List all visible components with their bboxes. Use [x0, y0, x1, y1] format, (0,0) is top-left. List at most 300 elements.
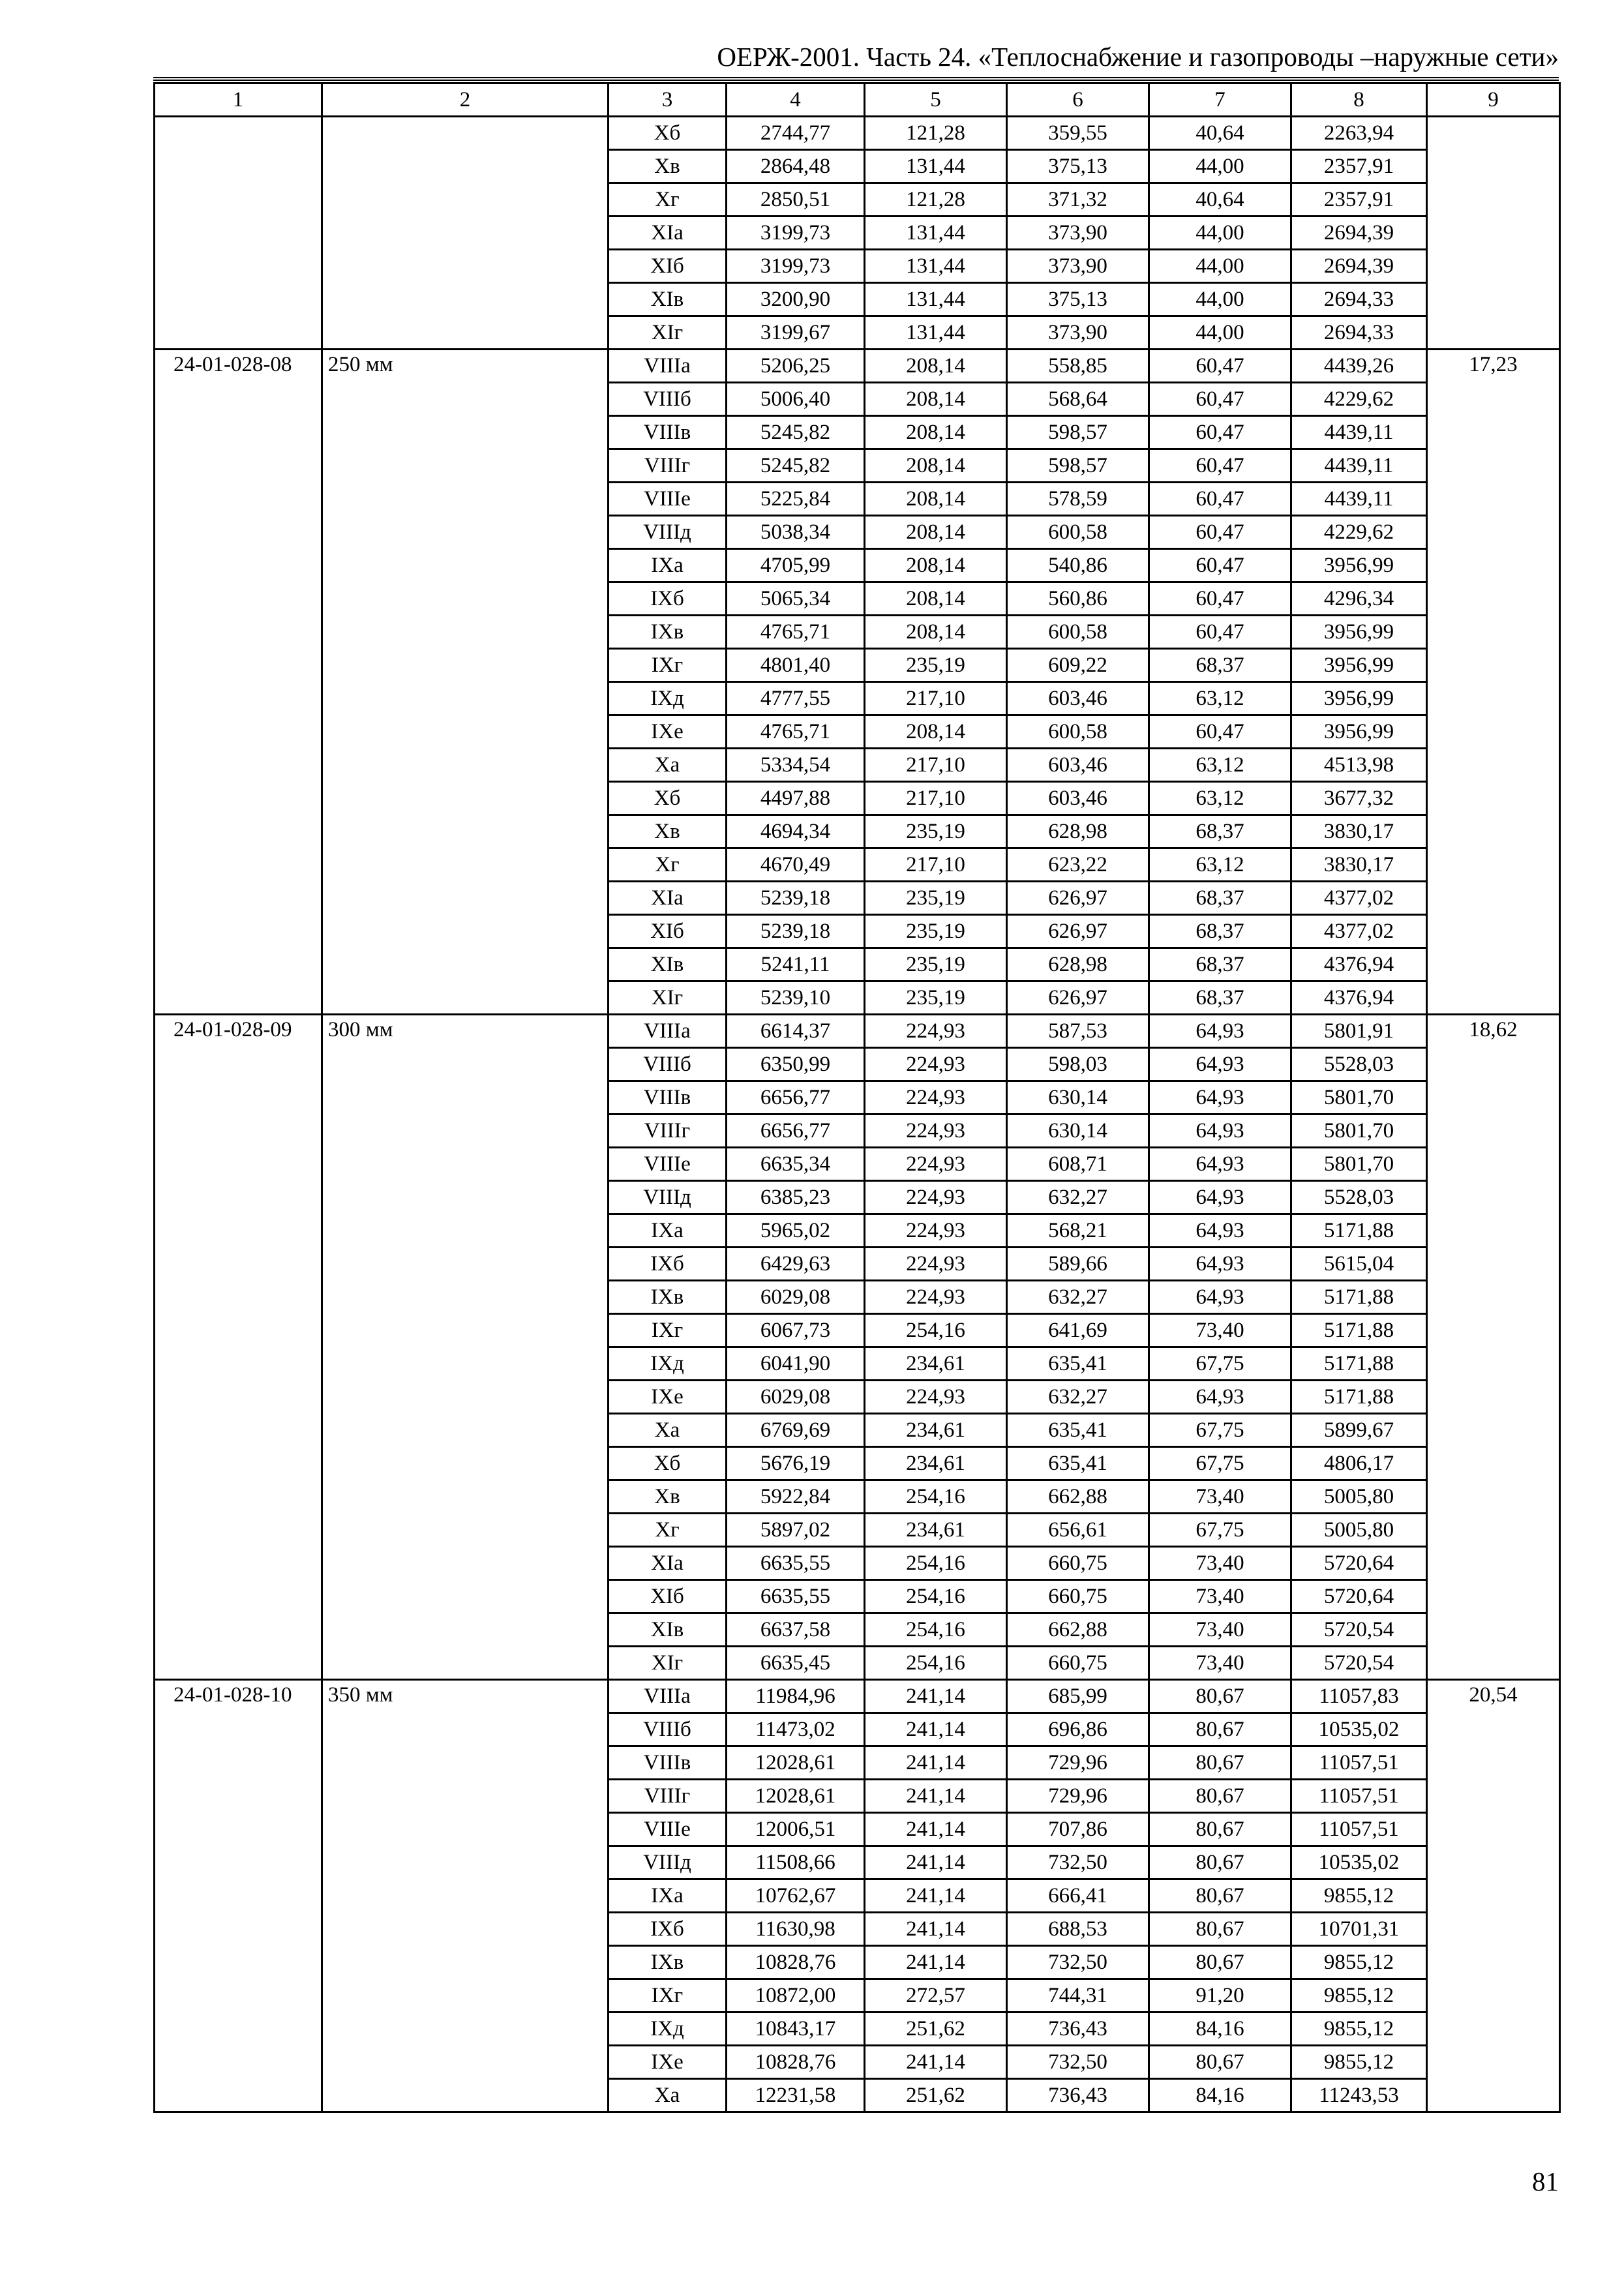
- materials-cell: 3677,32: [1291, 782, 1427, 815]
- materials-cell: 5171,88: [1291, 1281, 1427, 1314]
- total-cost-cell: 4765,71: [727, 616, 865, 649]
- wages-cell: 217,10: [865, 782, 1007, 815]
- wages-cell: 254,16: [865, 1547, 1007, 1580]
- wages-cell: 217,10: [865, 848, 1007, 882]
- zone-cell: IXд: [609, 682, 727, 715]
- machines-cell: 373,90: [1007, 217, 1149, 250]
- total-cost-cell: 10828,76: [727, 2046, 865, 2079]
- zone-cell: XIв: [609, 1613, 727, 1647]
- zone-cell: XIа: [609, 882, 727, 915]
- machinist-wages-cell: 63,12: [1149, 782, 1291, 815]
- materials-cell: 4806,17: [1291, 1447, 1427, 1480]
- total-cost-cell: 12028,61: [727, 1746, 865, 1780]
- machinist-wages-cell: 67,75: [1149, 1447, 1291, 1480]
- zone-cell: XIв: [609, 948, 727, 981]
- materials-cell: 4376,94: [1291, 981, 1427, 1015]
- materials-cell: 5528,03: [1291, 1048, 1427, 1081]
- wages-cell: 208,14: [865, 416, 1007, 449]
- total-cost-cell: 6041,90: [727, 1347, 865, 1381]
- wages-cell: 208,14: [865, 449, 1007, 483]
- machines-cell: 600,58: [1007, 516, 1149, 549]
- total-cost-cell: 5239,18: [727, 882, 865, 915]
- wages-cell: 131,44: [865, 217, 1007, 250]
- wages-cell: 235,19: [865, 815, 1007, 848]
- materials-cell: 4439,11: [1291, 449, 1427, 483]
- wages-cell: 251,62: [865, 2012, 1007, 2046]
- machines-cell: 660,75: [1007, 1547, 1149, 1580]
- machinist-wages-cell: 80,67: [1149, 1946, 1291, 1979]
- machinist-wages-cell: 60,47: [1149, 516, 1291, 549]
- zone-cell: XIг: [609, 981, 727, 1015]
- wages-cell: 254,16: [865, 1647, 1007, 1680]
- materials-cell: 5171,88: [1291, 1214, 1427, 1248]
- total-cost-cell: 2864,48: [727, 150, 865, 183]
- machines-cell: 589,66: [1007, 1248, 1149, 1281]
- column-header: 6: [1007, 83, 1149, 117]
- materials-cell: 5528,03: [1291, 1181, 1427, 1214]
- total-cost-cell: 6635,34: [727, 1148, 865, 1181]
- machinist-wages-cell: 40,64: [1149, 117, 1291, 150]
- wages-cell: 254,16: [865, 1314, 1007, 1347]
- zone-cell: Xв: [609, 1480, 727, 1514]
- zone-cell: VIIIг: [609, 1115, 727, 1148]
- zone-cell: VIIIб: [609, 1713, 727, 1746]
- wages-cell: 217,10: [865, 749, 1007, 782]
- machinist-wages-cell: 73,40: [1149, 1613, 1291, 1647]
- machines-cell: 662,88: [1007, 1613, 1149, 1647]
- pipe-diameter-cell: 250 мм: [322, 350, 609, 1015]
- table-row: [155, 1015, 1560, 1048]
- total-cost-cell: 4694,34: [727, 815, 865, 848]
- machinist-wages-cell: 63,12: [1149, 749, 1291, 782]
- materials-cell: 2357,91: [1291, 183, 1427, 217]
- materials-cell: 4376,94: [1291, 948, 1427, 981]
- rates-table: [153, 82, 1561, 2113]
- wages-cell: 217,10: [865, 682, 1007, 715]
- machinist-wages-cell: 60,47: [1149, 616, 1291, 649]
- zone-cell: IXд: [609, 2012, 727, 2046]
- machinist-wages-cell: 64,93: [1149, 1248, 1291, 1281]
- materials-cell: 3956,99: [1291, 682, 1427, 715]
- zone-cell: Xг: [609, 1514, 727, 1547]
- wages-cell: 241,14: [865, 1913, 1007, 1946]
- machines-cell: 540,86: [1007, 549, 1149, 582]
- machinist-wages-cell: 44,00: [1149, 283, 1291, 316]
- wages-cell: 234,61: [865, 1514, 1007, 1547]
- zone-cell: XIа: [609, 217, 727, 250]
- table-row: [155, 117, 1560, 150]
- materials-cell: 10701,31: [1291, 1913, 1427, 1946]
- machines-cell: 688,53: [1007, 1913, 1149, 1946]
- total-cost-cell: 6429,63: [727, 1248, 865, 1281]
- machinist-wages-cell: 67,75: [1149, 1347, 1291, 1381]
- machinist-wages-cell: 73,40: [1149, 1580, 1291, 1613]
- total-cost-cell: 5065,34: [727, 582, 865, 616]
- zone-cell: VIIIд: [609, 1846, 727, 1879]
- machinist-wages-cell: 68,37: [1149, 649, 1291, 682]
- total-cost-cell: 6635,55: [727, 1547, 865, 1580]
- materials-cell: 5005,80: [1291, 1514, 1427, 1547]
- zone-cell: IXа: [609, 549, 727, 582]
- wages-cell: 208,14: [865, 383, 1007, 416]
- wages-cell: 224,93: [865, 1048, 1007, 1081]
- materials-cell: 4296,34: [1291, 582, 1427, 616]
- zone-cell: IXб: [609, 582, 727, 616]
- zone-cell: XIб: [609, 250, 727, 283]
- total-cost-cell: 3199,73: [727, 217, 865, 250]
- total-cost-cell: 6635,45: [727, 1647, 865, 1680]
- machinist-wages-cell: 60,47: [1149, 416, 1291, 449]
- machinist-wages-cell: 67,75: [1149, 1514, 1291, 1547]
- machinist-wages-cell: 68,37: [1149, 915, 1291, 948]
- total-cost-cell: 3200,90: [727, 283, 865, 316]
- wages-cell: 234,61: [865, 1447, 1007, 1480]
- labor-cost-cell: [1427, 117, 1560, 350]
- wages-cell: 234,61: [865, 1347, 1007, 1381]
- machines-cell: 660,75: [1007, 1580, 1149, 1613]
- total-cost-cell: 5922,84: [727, 1480, 865, 1514]
- wages-cell: 235,19: [865, 649, 1007, 682]
- materials-cell: 5171,88: [1291, 1314, 1427, 1347]
- total-cost-cell: 5225,84: [727, 483, 865, 516]
- wages-cell: 224,93: [865, 1015, 1007, 1048]
- zone-cell: Xа: [609, 2079, 727, 2112]
- machines-cell: 373,90: [1007, 316, 1149, 350]
- total-cost-cell: 10762,67: [727, 1879, 865, 1913]
- pipe-diameter-cell: 350 мм: [322, 1680, 609, 2112]
- machinist-wages-cell: 80,67: [1149, 1713, 1291, 1746]
- materials-cell: 11057,51: [1291, 1813, 1427, 1846]
- machinist-wages-cell: 64,93: [1149, 1048, 1291, 1081]
- machinist-wages-cell: 64,93: [1149, 1281, 1291, 1314]
- wages-cell: 241,14: [865, 1879, 1007, 1913]
- column-header: 3: [609, 83, 727, 117]
- zone-cell: IXб: [609, 1248, 727, 1281]
- machinist-wages-cell: 44,00: [1149, 150, 1291, 183]
- wages-cell: 241,14: [865, 1780, 1007, 1813]
- wages-cell: 208,14: [865, 616, 1007, 649]
- total-cost-cell: 4765,71: [727, 715, 865, 749]
- machinist-wages-cell: 80,67: [1149, 1879, 1291, 1913]
- zone-cell: IXе: [609, 715, 727, 749]
- total-cost-cell: 4497,88: [727, 782, 865, 815]
- total-cost-cell: 4705,99: [727, 549, 865, 582]
- machines-cell: 578,59: [1007, 483, 1149, 516]
- zone-cell: IXг: [609, 649, 727, 682]
- machines-cell: 608,71: [1007, 1148, 1149, 1181]
- materials-cell: 4377,02: [1291, 882, 1427, 915]
- machines-cell: 603,46: [1007, 682, 1149, 715]
- zone-cell: Xб: [609, 782, 727, 815]
- wages-cell: 235,19: [865, 915, 1007, 948]
- zone-cell: Xг: [609, 183, 727, 217]
- machines-cell: 373,90: [1007, 250, 1149, 283]
- machinist-wages-cell: 44,00: [1149, 217, 1291, 250]
- materials-cell: 5899,67: [1291, 1414, 1427, 1447]
- wages-cell: 241,14: [865, 1680, 1007, 1713]
- total-cost-cell: 11508,66: [727, 1846, 865, 1879]
- materials-cell: 5615,04: [1291, 1248, 1427, 1281]
- total-cost-cell: 12231,58: [727, 2079, 865, 2112]
- machines-cell: 744,31: [1007, 1979, 1149, 2012]
- machines-cell: 623,22: [1007, 848, 1149, 882]
- machines-cell: 729,96: [1007, 1780, 1149, 1813]
- machines-cell: 632,27: [1007, 1381, 1149, 1414]
- materials-cell: 9855,12: [1291, 1879, 1427, 1913]
- materials-cell: 5171,88: [1291, 1381, 1427, 1414]
- wages-cell: 224,93: [865, 1381, 1007, 1414]
- machinist-wages-cell: 80,67: [1149, 1680, 1291, 1713]
- column-header: 1: [155, 83, 322, 117]
- total-cost-cell: 5334,54: [727, 749, 865, 782]
- zone-cell: VIIIб: [609, 383, 727, 416]
- wages-cell: 208,14: [865, 549, 1007, 582]
- column-header: 7: [1149, 83, 1291, 117]
- wages-cell: 208,14: [865, 715, 1007, 749]
- total-cost-cell: 6635,55: [727, 1580, 865, 1613]
- zone-cell: XIб: [609, 915, 727, 948]
- table-body: [155, 117, 1560, 2112]
- machinist-wages-cell: 64,93: [1149, 1181, 1291, 1214]
- zone-cell: IXе: [609, 1381, 727, 1414]
- total-cost-cell: 5965,02: [727, 1214, 865, 1248]
- zone-cell: Xб: [609, 1447, 727, 1480]
- wages-cell: 254,16: [865, 1613, 1007, 1647]
- zone-cell: Xв: [609, 815, 727, 848]
- zone-cell: VIIIд: [609, 516, 727, 549]
- machinist-wages-cell: 64,93: [1149, 1381, 1291, 1414]
- wages-cell: 254,16: [865, 1480, 1007, 1514]
- wages-cell: 131,44: [865, 250, 1007, 283]
- wages-cell: 208,14: [865, 483, 1007, 516]
- machines-cell: 598,57: [1007, 416, 1149, 449]
- materials-cell: 3956,99: [1291, 715, 1427, 749]
- machines-cell: 660,75: [1007, 1647, 1149, 1680]
- machinist-wages-cell: 80,67: [1149, 2046, 1291, 2079]
- machines-cell: 603,46: [1007, 749, 1149, 782]
- materials-cell: 5801,70: [1291, 1148, 1427, 1181]
- materials-cell: 10535,02: [1291, 1713, 1427, 1746]
- total-cost-cell: 2744,77: [727, 117, 865, 150]
- labor-cost-cell: 20,54: [1427, 1680, 1560, 2112]
- machinist-wages-cell: 84,16: [1149, 2079, 1291, 2112]
- materials-cell: 4377,02: [1291, 915, 1427, 948]
- machines-cell: 598,57: [1007, 449, 1149, 483]
- materials-cell: 5720,64: [1291, 1580, 1427, 1613]
- zone-cell: VIIIа: [609, 1015, 727, 1048]
- zone-cell: VIIIб: [609, 1048, 727, 1081]
- total-cost-cell: 10843,17: [727, 2012, 865, 2046]
- materials-cell: 4439,26: [1291, 350, 1427, 383]
- zone-cell: Xа: [609, 1414, 727, 1447]
- column-header: 9: [1427, 83, 1560, 117]
- zone-cell: VIIIе: [609, 1148, 727, 1181]
- machines-cell: 696,86: [1007, 1713, 1149, 1746]
- machines-cell: 685,99: [1007, 1680, 1149, 1713]
- machinist-wages-cell: 80,67: [1149, 1913, 1291, 1946]
- machinist-wages-cell: 60,47: [1149, 350, 1291, 383]
- total-cost-cell: 5245,82: [727, 449, 865, 483]
- materials-cell: 3956,99: [1291, 549, 1427, 582]
- rate-code-cell: [155, 117, 322, 350]
- column-header: 2: [322, 83, 609, 117]
- wages-cell: 241,14: [865, 1713, 1007, 1746]
- document-title: ОЕРЖ-2001. Часть 24. «Теплоснабжение и газопроводы –наружные сети»: [717, 42, 1559, 72]
- total-cost-cell: 4670,49: [727, 848, 865, 882]
- machinist-wages-cell: 60,47: [1149, 483, 1291, 516]
- machines-cell: 736,43: [1007, 2012, 1149, 2046]
- zone-cell: VIIIв: [609, 416, 727, 449]
- machines-cell: 630,14: [1007, 1115, 1149, 1148]
- total-cost-cell: 6029,08: [727, 1281, 865, 1314]
- machinist-wages-cell: 80,67: [1149, 1780, 1291, 1813]
- zone-cell: VIIIе: [609, 483, 727, 516]
- total-cost-cell: 12028,61: [727, 1780, 865, 1813]
- machines-cell: 732,50: [1007, 1846, 1149, 1879]
- machinist-wages-cell: 73,40: [1149, 1547, 1291, 1580]
- machinist-wages-cell: 64,93: [1149, 1081, 1291, 1115]
- total-cost-cell: 5239,10: [727, 981, 865, 1015]
- page-header: [153, 37, 1559, 81]
- wages-cell: 208,14: [865, 350, 1007, 383]
- materials-cell: 2694,39: [1291, 250, 1427, 283]
- materials-cell: 2357,91: [1291, 150, 1427, 183]
- machinist-wages-cell: 60,47: [1149, 449, 1291, 483]
- machines-cell: 635,41: [1007, 1347, 1149, 1381]
- wages-cell: 235,19: [865, 882, 1007, 915]
- machines-cell: 707,86: [1007, 1813, 1149, 1846]
- total-cost-cell: 4777,55: [727, 682, 865, 715]
- machinist-wages-cell: 80,67: [1149, 1746, 1291, 1780]
- wages-cell: 131,44: [865, 283, 1007, 316]
- machinist-wages-cell: 84,16: [1149, 2012, 1291, 2046]
- materials-cell: 10535,02: [1291, 1846, 1427, 1879]
- total-cost-cell: 5241,11: [727, 948, 865, 981]
- machines-cell: 732,50: [1007, 1946, 1149, 1979]
- machines-cell: 375,13: [1007, 150, 1149, 183]
- machinist-wages-cell: 67,75: [1149, 1414, 1291, 1447]
- wages-cell: 235,19: [865, 948, 1007, 981]
- materials-cell: 5801,70: [1291, 1115, 1427, 1148]
- materials-cell: 5801,70: [1291, 1081, 1427, 1115]
- total-cost-cell: 11630,98: [727, 1913, 865, 1946]
- total-cost-cell: 6769,69: [727, 1414, 865, 1447]
- total-cost-cell: 6637,58: [727, 1613, 865, 1647]
- machines-cell: 568,64: [1007, 383, 1149, 416]
- materials-cell: 9855,12: [1291, 1979, 1427, 2012]
- total-cost-cell: 10828,76: [727, 1946, 865, 1979]
- zone-cell: VIIIд: [609, 1181, 727, 1214]
- wages-cell: 251,62: [865, 2079, 1007, 2112]
- total-cost-cell: 5897,02: [727, 1514, 865, 1547]
- materials-cell: 4513,98: [1291, 749, 1427, 782]
- machinist-wages-cell: 68,37: [1149, 815, 1291, 848]
- total-cost-cell: 5245,82: [727, 416, 865, 449]
- machines-cell: 736,43: [1007, 2079, 1149, 2112]
- pipe-diameter-cell: [322, 117, 609, 350]
- labor-cost-cell: 17,23: [1427, 350, 1560, 1015]
- materials-cell: 4439,11: [1291, 416, 1427, 449]
- zone-cell: VIIIа: [609, 1680, 727, 1713]
- wages-cell: 254,16: [865, 1580, 1007, 1613]
- machines-cell: 609,22: [1007, 649, 1149, 682]
- total-cost-cell: 12006,51: [727, 1813, 865, 1846]
- machinist-wages-cell: 64,93: [1149, 1214, 1291, 1248]
- machinist-wages-cell: 68,37: [1149, 882, 1291, 915]
- machinist-wages-cell: 80,67: [1149, 1813, 1291, 1846]
- machines-cell: 630,14: [1007, 1081, 1149, 1115]
- machines-cell: 666,41: [1007, 1879, 1149, 1913]
- wages-cell: 121,28: [865, 117, 1007, 150]
- materials-cell: 2694,33: [1291, 316, 1427, 350]
- materials-cell: 9855,12: [1291, 2012, 1427, 2046]
- wages-cell: 224,93: [865, 1281, 1007, 1314]
- rate-code-cell: 24-01-028-08: [155, 350, 322, 1015]
- total-cost-cell: 11473,02: [727, 1713, 865, 1746]
- materials-cell: 5720,54: [1291, 1647, 1427, 1680]
- rate-code-cell: 24-01-028-09: [155, 1015, 322, 1680]
- table-row: [155, 1680, 1560, 1713]
- total-cost-cell: 3199,73: [727, 250, 865, 283]
- wages-cell: 224,93: [865, 1081, 1007, 1115]
- machines-cell: 600,58: [1007, 715, 1149, 749]
- materials-cell: 4439,11: [1291, 483, 1427, 516]
- machinist-wages-cell: 60,47: [1149, 383, 1291, 416]
- wages-cell: 235,19: [865, 981, 1007, 1015]
- zone-cell: IXе: [609, 2046, 727, 2079]
- wages-cell: 241,14: [865, 1746, 1007, 1780]
- materials-cell: 2263,94: [1291, 117, 1427, 150]
- materials-cell: 5720,64: [1291, 1547, 1427, 1580]
- zone-cell: VIIIе: [609, 1813, 727, 1846]
- wages-cell: 224,93: [865, 1248, 1007, 1281]
- zone-cell: IXв: [609, 1946, 727, 1979]
- materials-cell: 11057,51: [1291, 1780, 1427, 1813]
- materials-cell: 9855,12: [1291, 2046, 1427, 2079]
- machinist-wages-cell: 73,40: [1149, 1647, 1291, 1680]
- total-cost-cell: 5676,19: [727, 1447, 865, 1480]
- zone-cell: VIIIг: [609, 1780, 727, 1813]
- total-cost-cell: 6350,99: [727, 1048, 865, 1081]
- materials-cell: 3830,17: [1291, 815, 1427, 848]
- machines-cell: 635,41: [1007, 1414, 1149, 1447]
- materials-cell: 11057,51: [1291, 1746, 1427, 1780]
- wages-cell: 224,93: [865, 1148, 1007, 1181]
- machines-cell: 656,61: [1007, 1514, 1149, 1547]
- zone-cell: IXг: [609, 1979, 727, 2012]
- machinist-wages-cell: 60,47: [1149, 715, 1291, 749]
- wages-cell: 241,14: [865, 1846, 1007, 1879]
- machines-cell: 662,88: [1007, 1480, 1149, 1514]
- materials-cell: 3956,99: [1291, 616, 1427, 649]
- zone-cell: Xг: [609, 848, 727, 882]
- machines-cell: 626,97: [1007, 882, 1149, 915]
- zone-cell: VIIIг: [609, 449, 727, 483]
- wages-cell: 241,14: [865, 1813, 1007, 1846]
- materials-cell: 4229,62: [1291, 516, 1427, 549]
- zone-cell: Xб: [609, 117, 727, 150]
- zone-cell: IXа: [609, 1214, 727, 1248]
- zone-cell: Xа: [609, 749, 727, 782]
- machines-cell: 600,58: [1007, 616, 1149, 649]
- zone-cell: IXд: [609, 1347, 727, 1381]
- machines-cell: 598,03: [1007, 1048, 1149, 1081]
- zone-cell: IXг: [609, 1314, 727, 1347]
- zone-cell: XIг: [609, 316, 727, 350]
- pipe-diameter-cell: 300 мм: [322, 1015, 609, 1680]
- materials-cell: 3956,99: [1291, 649, 1427, 682]
- zone-cell: XIг: [609, 1647, 727, 1680]
